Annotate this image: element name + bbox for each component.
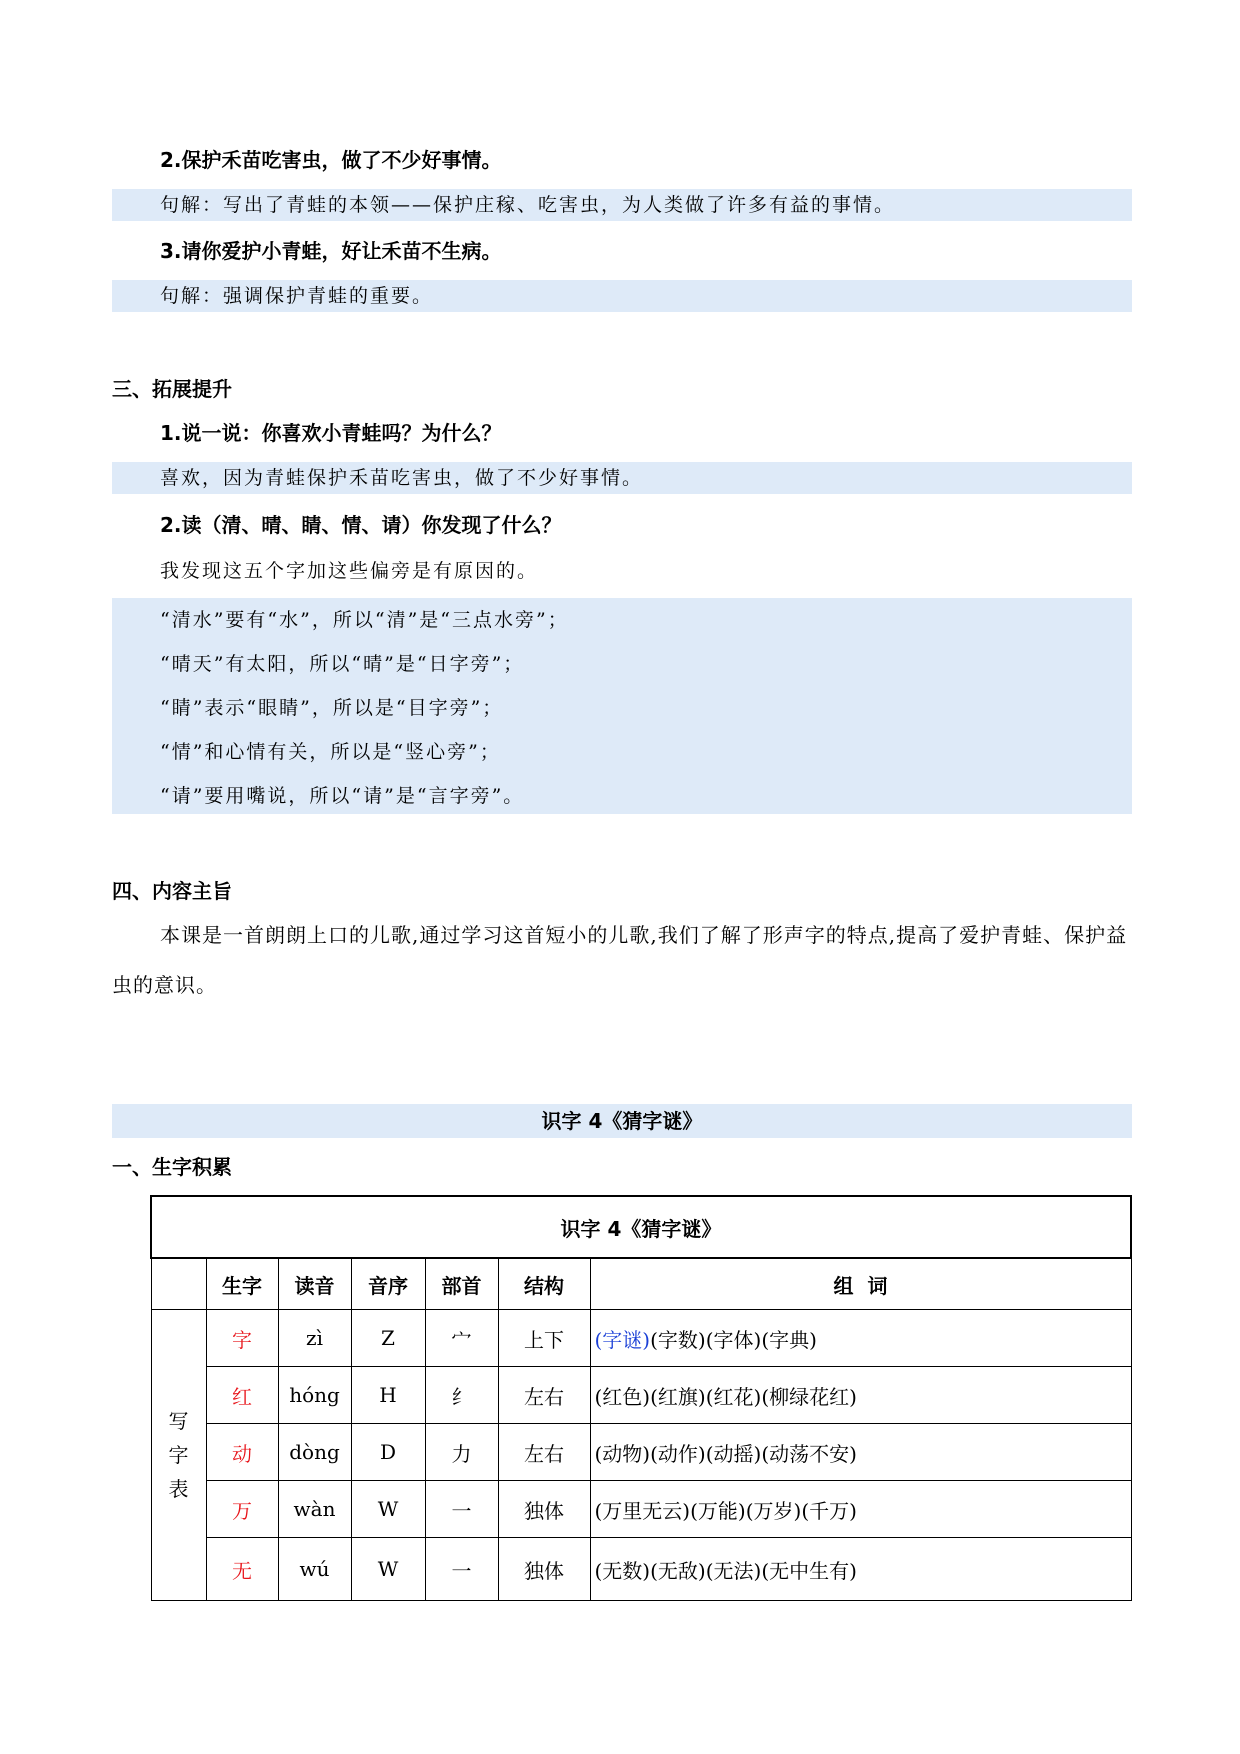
radical-line: “情”和心情有关，所以是“竖心旁”； bbox=[160, 741, 501, 763]
radical-cell: 一 bbox=[425, 1481, 498, 1538]
s3-question-2: 2.读（清、晴、睛、情、请）你发现了什么？ bbox=[160, 513, 562, 537]
order-cell: H bbox=[351, 1367, 425, 1424]
question-2: 2.保护禾苗吃害虫，做了不少好事情。 bbox=[160, 148, 502, 172]
pinyin-cell: dòng bbox=[278, 1424, 351, 1481]
header-char: 生字 bbox=[206, 1258, 278, 1310]
order-cell: Z bbox=[351, 1310, 425, 1367]
pinyin-cell: zì bbox=[278, 1310, 351, 1367]
highlight-word: (字谜) bbox=[594, 1327, 651, 1352]
table-row bbox=[151, 1367, 1131, 1424]
radical-line: “晴天”有太阳，所以“晴”是“日字旁”； bbox=[160, 653, 525, 675]
pinyin-cell: wàn bbox=[278, 1481, 351, 1538]
char-cell: 字 bbox=[206, 1310, 278, 1367]
char-cell: 无 bbox=[206, 1538, 278, 1601]
lesson-title: 识字 4《猜字谜》 bbox=[112, 1104, 1132, 1138]
radical-cell: 一 bbox=[425, 1538, 498, 1601]
header-structure: 结构 bbox=[498, 1258, 590, 1310]
radical-cell: 力 bbox=[425, 1424, 498, 1481]
side-label-char: 写 bbox=[168, 1409, 189, 1433]
radical-explanations bbox=[112, 598, 1132, 814]
header-radical: 部首 bbox=[425, 1258, 498, 1310]
character-table bbox=[150, 1195, 1132, 1601]
side-label-char: 字 bbox=[168, 1443, 189, 1467]
structure-cell: 左右 bbox=[498, 1367, 590, 1424]
answer-2: 句解：写出了青蛙的本领——保护庄稼、吃害虫，为人类做了许多有益的事情。 bbox=[112, 189, 1132, 221]
structure-cell: 独体 bbox=[498, 1481, 590, 1538]
radical-line: “请”要用嘴说，所以“请”是“言字旁”。 bbox=[160, 785, 525, 807]
table-caption: 识字 4《猜字谜》 bbox=[151, 1196, 1131, 1258]
section-4-heading: 四、内容主旨 bbox=[112, 879, 232, 903]
side-label bbox=[151, 1310, 206, 1601]
pinyin-cell: wú bbox=[278, 1538, 351, 1601]
words-cell: (无数)(无敌)(无法)(无中生有) bbox=[590, 1538, 1131, 1601]
table-row bbox=[151, 1310, 1131, 1367]
lesson-heading: 一、生字积累 bbox=[112, 1155, 232, 1179]
radical-cell: 纟 bbox=[425, 1367, 498, 1424]
words-cell: (动物)(动作)(动摇)(动荡不安) bbox=[590, 1424, 1131, 1481]
char-cell: 红 bbox=[206, 1367, 278, 1424]
order-cell: W bbox=[351, 1481, 425, 1538]
radical-line: “清水”要有“水”，所以“清”是“三点水旁”； bbox=[160, 609, 569, 631]
words-cell bbox=[590, 1310, 1131, 1367]
char-cell: 万 bbox=[206, 1481, 278, 1538]
answer-3: 句解：强调保护青蛙的重要。 bbox=[112, 280, 1132, 312]
words-text: (字数)(字体)(字典) bbox=[650, 1327, 817, 1352]
structure-cell: 独体 bbox=[498, 1538, 590, 1601]
pinyin-cell: hóng bbox=[278, 1367, 351, 1424]
radical-line: “睛”表示“眼睛”，所以是“目字旁”； bbox=[160, 697, 504, 719]
table-row bbox=[151, 1538, 1131, 1601]
structure-cell: 上下 bbox=[498, 1310, 590, 1367]
radical-cell: 宀 bbox=[425, 1310, 498, 1367]
header-order: 音序 bbox=[351, 1258, 425, 1310]
order-cell: W bbox=[351, 1538, 425, 1601]
s3-question-1: 1.说一说：你喜欢小青蛙吗？为什么？ bbox=[160, 421, 502, 445]
s3-intro: 我发现这五个字加这些偏旁是有原因的。 bbox=[160, 560, 539, 582]
s3-answer-1: 喜欢，因为青蛙保护禾苗吃害虫，做了不少好事情。 bbox=[112, 462, 1132, 494]
side-label-char: 表 bbox=[168, 1477, 189, 1501]
table-header-row bbox=[151, 1258, 1131, 1310]
summary-paragraph: 本课是一首朗朗上口的儿歌,通过学习这首短小的儿歌,我们了解了形声字的特点,提高了爱护青蛙、保护益虫的意识。 bbox=[112, 923, 1128, 997]
header-pinyin: 读音 bbox=[278, 1258, 351, 1310]
char-cell: 动 bbox=[206, 1424, 278, 1481]
table-row bbox=[151, 1424, 1131, 1481]
table-row bbox=[151, 1481, 1131, 1538]
header-blank bbox=[151, 1258, 206, 1310]
order-cell: D bbox=[351, 1424, 425, 1481]
words-cell: (红色)(红旗)(红花)(柳绿花红) bbox=[590, 1367, 1131, 1424]
header-words: 组 词 bbox=[590, 1258, 1131, 1310]
section-3-heading: 三、拓展提升 bbox=[112, 377, 232, 401]
structure-cell: 左右 bbox=[498, 1424, 590, 1481]
question-3: 3.请你爱护小青蛙，好让禾苗不生病。 bbox=[160, 239, 502, 263]
words-cell: (万里无云)(万能)(万岁)(千万) bbox=[590, 1481, 1131, 1538]
